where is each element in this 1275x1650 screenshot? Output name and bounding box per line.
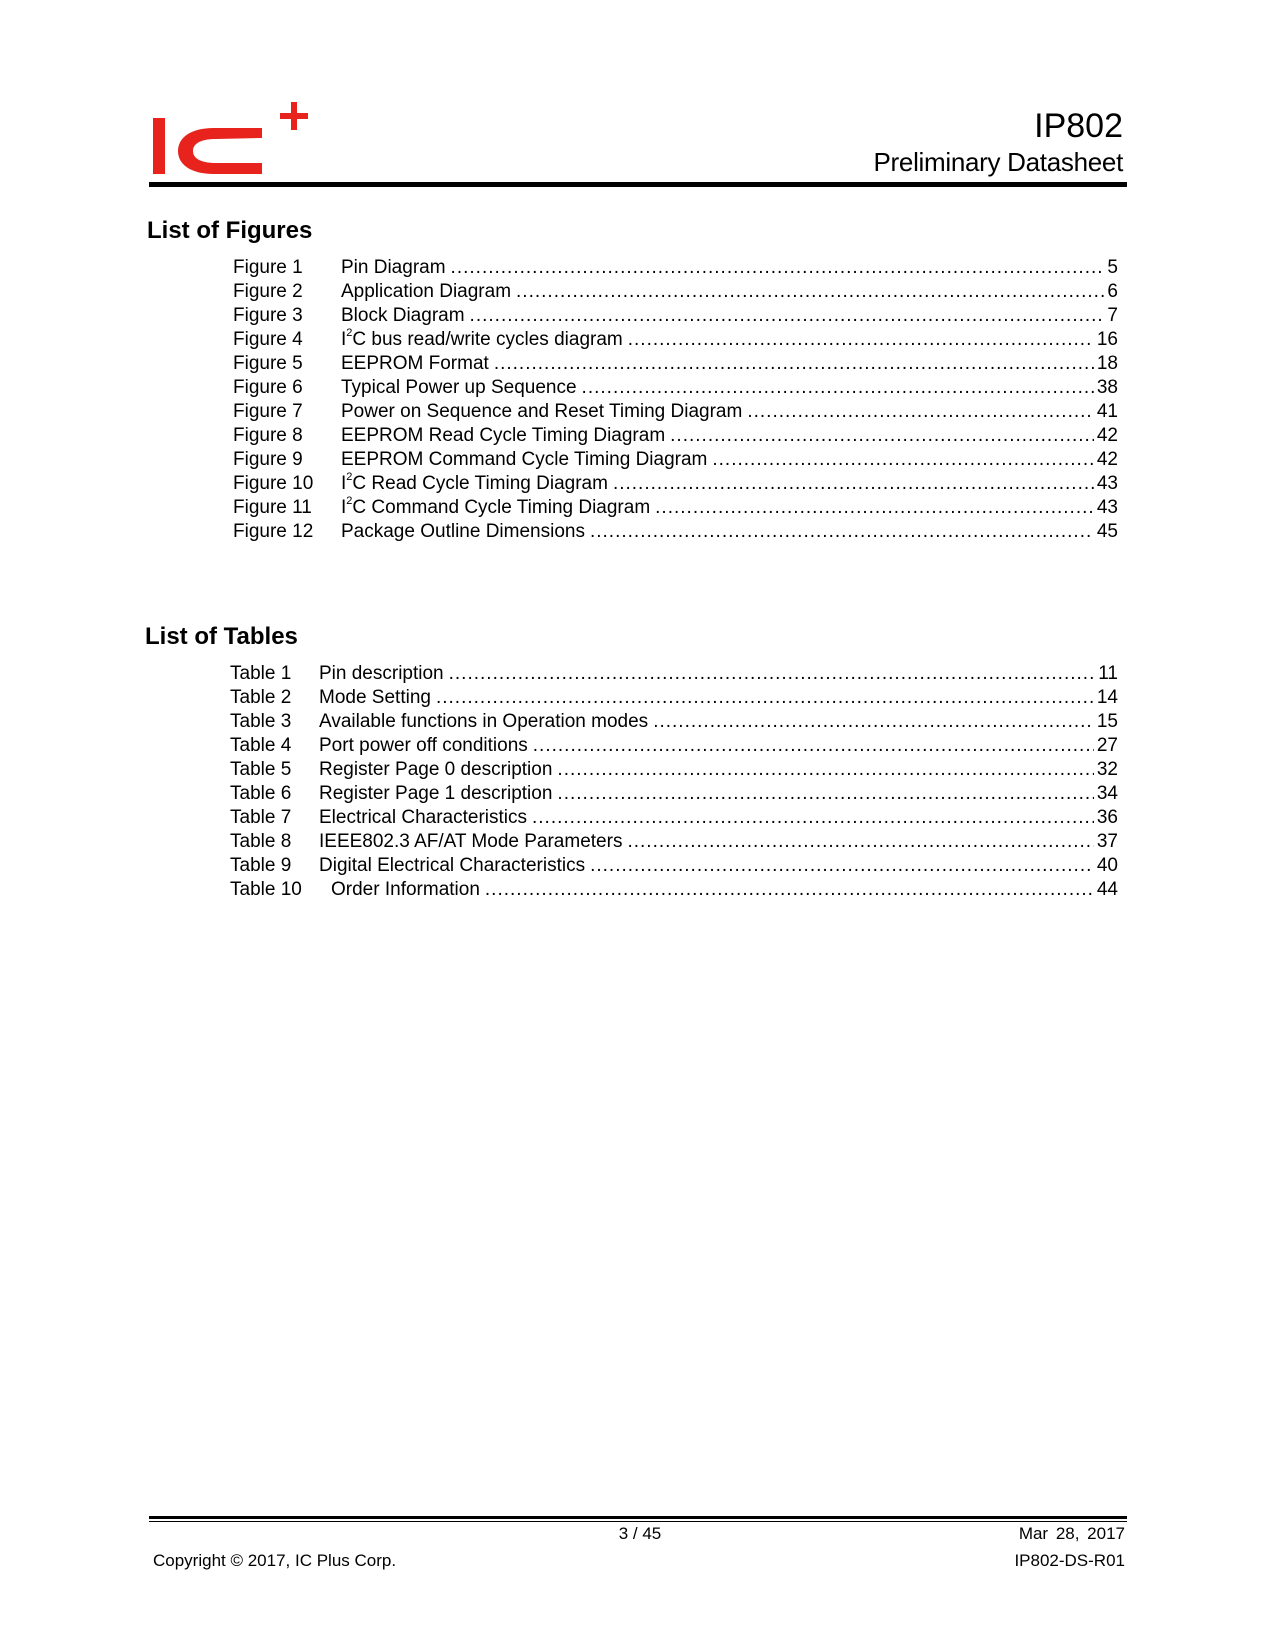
footer-rule — [149, 1516, 1127, 1519]
figure-entry[interactable]: Figure 8 EEPROM Read Cycle Timing Diagram ..... 42 — [233, 424, 1118, 448]
header-rule — [149, 182, 1127, 187]
table-entry[interactable]: Table 8 IEEE802.3 AF/AT Mode Parameters ..... 37 — [230, 830, 1118, 854]
table-entry[interactable]: Table 9 Digital Electrical Characteristics ..... 40 — [230, 854, 1118, 878]
table-entry[interactable]: Table 3 Available functions in Operation modes ..... 15 — [230, 710, 1118, 734]
figure-entry[interactable]: Figure 2 Application Diagram ..... 6 — [233, 280, 1118, 304]
figure-entry[interactable]: Figure 12 Package Outline Dimensions ..... 45 — [233, 520, 1118, 544]
figure-entry[interactable]: Figure 5 EEPROM Format ..... 18 — [233, 352, 1118, 376]
table-entry[interactable]: Table 2 Mode Setting ..... 14 — [230, 686, 1118, 710]
table-entry[interactable]: Table 6 Register Page 1 description ..... 34 — [230, 782, 1118, 806]
figures-list — [233, 256, 1118, 544]
company-logo — [150, 102, 325, 178]
figure-entry[interactable]: Figure 10 $I^2C$ Read Cycle Timing Diagram ..... 43 — [233, 472, 1118, 496]
tables-heading: List of Tables — [145, 623, 298, 650]
figure-entry[interactable]: Figure 6 Typical Power up Sequence ..... 38 — [233, 376, 1118, 400]
figure-entry[interactable]: Figure 4 $I^2C$ bus read/write cycles diagram ..... 16 — [233, 328, 1118, 352]
table-entry[interactable]: Table 7 Electrical Characteristics ..... 36 — [230, 806, 1118, 830]
copyright-notice: Copyright © 2017, IC Plus Corp. — [153, 1551, 397, 1570]
figure-entry[interactable]: Figure 1 Pin Diagram ..... 5 — [233, 256, 1118, 280]
page-number: 3 / 45 — [618, 1524, 662, 1543]
table-entry[interactable]: Table 5 Register Page 0 description ..... 32 — [230, 758, 1118, 782]
document-subtitle: Preliminary Datasheet — [873, 147, 1123, 177]
footer-rule-thin — [149, 1521, 1127, 1522]
figures-heading: List of Figures — [147, 217, 313, 244]
figure-entry[interactable]: Figure 11 $I^2C$ Command Cycle Timing Diagram ..... 43 — [233, 496, 1118, 520]
figure-entry[interactable]: Figure 7 Power on Sequence and Reset Timing Diagram ..... 41 — [233, 400, 1118, 424]
document-title: IP802 — [1034, 107, 1123, 145]
table-entry[interactable]: Table 4 Port power off conditions ..... 27 — [230, 734, 1118, 758]
tables-list — [230, 662, 1118, 902]
figure-entry[interactable]: Figure 9 EEPROM Command Cycle Timing Diagram ..... 42 — [233, 448, 1118, 472]
figure-entry[interactable]: Figure 3 Block Diagram ..... 7 — [233, 304, 1118, 328]
document-date: Mar 28, 2017 — [1018, 1524, 1125, 1543]
document-number: IP802-DS-R01 — [1014, 1551, 1125, 1570]
table-entry[interactable]: Table 1 Pin description ..... 11 — [230, 662, 1118, 686]
table-entry[interactable]: Table 10 Order Information ..... 44 — [230, 878, 1118, 902]
